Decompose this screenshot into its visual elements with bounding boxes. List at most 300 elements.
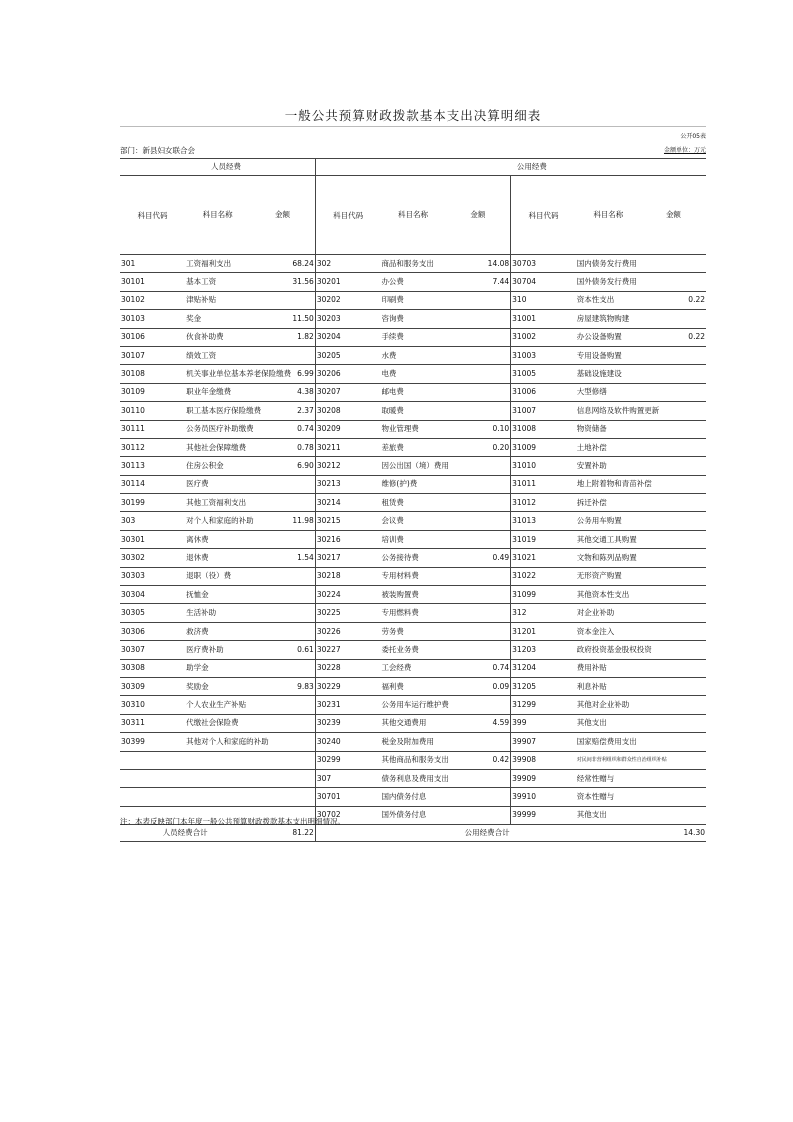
public-total-value: 14.30 xyxy=(511,825,706,842)
personnel-total-value: 81.22 xyxy=(250,825,315,842)
cell-code-2: 30201 xyxy=(315,273,380,291)
cell-code-3: 399 xyxy=(511,714,576,732)
cell-code-1: 30113 xyxy=(120,457,185,475)
report-title: 一般公共预算财政拨款基本支出决算明细表 xyxy=(284,108,542,123)
cell-amount-2 xyxy=(446,346,511,364)
cell-amount-3 xyxy=(641,714,706,732)
cell-code-1: 30399 xyxy=(120,733,185,751)
col-name-3: 科目名称 xyxy=(576,176,641,255)
table-row xyxy=(120,383,706,401)
cell-code-3: 39910 xyxy=(511,788,576,806)
table-row xyxy=(120,310,706,328)
cell-code-1: 30110 xyxy=(120,402,185,420)
cell-amount-2 xyxy=(446,494,511,512)
cell-name-3: 国家赔偿费用支出 xyxy=(576,733,641,751)
cell-code-1: 30305 xyxy=(120,604,185,622)
cell-amount-2 xyxy=(446,402,511,420)
cell-code-2: 30226 xyxy=(315,622,380,640)
cell-amount-2 xyxy=(446,733,511,751)
cell-amount-2 xyxy=(446,365,511,383)
cell-name-3: 费用补贴 xyxy=(576,659,641,677)
cell-code-2: 30229 xyxy=(315,677,380,695)
cell-amount-1: 6.90 xyxy=(250,457,315,475)
cell-code-1: 30199 xyxy=(120,494,185,512)
cell-amount-2 xyxy=(446,604,511,622)
cell-code-1: 30308 xyxy=(120,659,185,677)
cell-name-2: 劳务费 xyxy=(380,622,445,640)
cell-name-1: 伙食补助费 xyxy=(185,328,250,346)
cell-amount-2 xyxy=(446,806,511,824)
cell-name-3: 大型修缮 xyxy=(576,383,641,401)
cell-amount-1 xyxy=(250,714,315,732)
cell-name-1 xyxy=(185,788,250,806)
cell-code-2: 30207 xyxy=(315,383,380,401)
cell-name-2: 维修(护)费 xyxy=(380,475,445,493)
cell-amount-1: 0.61 xyxy=(250,641,315,659)
cell-name-3: 拆迁补偿 xyxy=(576,494,641,512)
cell-code-2: 30231 xyxy=(315,696,380,714)
cell-code-3: 39999 xyxy=(511,806,576,824)
unit-label: 金额单位：万元 xyxy=(663,147,706,154)
cell-name-2: 水费 xyxy=(380,346,445,364)
cell-amount-2 xyxy=(446,696,511,714)
cell-amount-3 xyxy=(641,346,706,364)
cell-name-3: 文物和陈列品购置 xyxy=(576,549,641,567)
table-row xyxy=(120,659,706,677)
cell-amount-1: 11.98 xyxy=(250,512,315,530)
cell-code-3: 31299 xyxy=(511,696,576,714)
cell-amount-3 xyxy=(641,310,706,328)
cell-name-1: 基本工资 xyxy=(185,273,250,291)
cell-code-2: 30239 xyxy=(315,714,380,732)
sheet-number: 公开05表 xyxy=(680,133,706,140)
table-row xyxy=(120,549,706,567)
cell-amount-1: 2.37 xyxy=(250,402,315,420)
cell-amount-1 xyxy=(250,494,315,512)
cell-amount-2: 4.59 xyxy=(446,714,511,732)
cell-name-3: 无形资产购置 xyxy=(576,567,641,585)
cell-code-2: 30299 xyxy=(315,751,380,769)
cell-code-2: 30224 xyxy=(315,586,380,604)
table-row xyxy=(120,604,706,622)
cell-amount-1 xyxy=(250,291,315,309)
table-row xyxy=(120,255,706,273)
cell-code-1: 30307 xyxy=(120,641,185,659)
cell-name-3: 专用设备购置 xyxy=(576,346,641,364)
cell-code-3: 30704 xyxy=(511,273,576,291)
cell-code-2: 307 xyxy=(315,769,380,787)
col-code-2: 科目代码 xyxy=(315,176,380,255)
cell-name-1: 离休费 xyxy=(185,530,250,548)
table-row xyxy=(120,714,706,732)
cell-amount-1: 11.50 xyxy=(250,310,315,328)
title-divider xyxy=(120,126,706,127)
cell-code-3: 31001 xyxy=(511,310,576,328)
cell-amount-2 xyxy=(446,383,511,401)
col-amount-1: 金额 xyxy=(250,176,315,255)
cell-amount-3 xyxy=(641,769,706,787)
cell-code-2: 30212 xyxy=(315,457,380,475)
cell-name-1: 抚恤金 xyxy=(185,586,250,604)
cell-code-3: 31204 xyxy=(511,659,576,677)
cell-name-1: 津贴补贴 xyxy=(185,291,250,309)
cell-code-3: 30703 xyxy=(511,255,576,273)
cell-amount-1: 1.82 xyxy=(250,328,315,346)
table-row xyxy=(120,751,706,769)
cell-name-3: 资本金注入 xyxy=(576,622,641,640)
cell-code-3: 31201 xyxy=(511,622,576,640)
cell-code-2: 30211 xyxy=(315,438,380,456)
cell-name-3: 其他对企业补助 xyxy=(576,696,641,714)
cell-amount-2: 0.49 xyxy=(446,549,511,567)
cell-name-1: 其他工资福利支出 xyxy=(185,494,250,512)
cell-code-1: 30112 xyxy=(120,438,185,456)
cell-amount-1 xyxy=(250,788,315,806)
cell-name-2: 国内债务付息 xyxy=(380,788,445,806)
cell-code-3: 31021 xyxy=(511,549,576,567)
cell-name-3: 国内债务发行费用 xyxy=(576,255,641,273)
cell-name-2: 税金及附加费用 xyxy=(380,733,445,751)
cell-amount-1 xyxy=(250,475,315,493)
cell-code-1: 30101 xyxy=(120,273,185,291)
cell-name-1: 对个人和家庭的补助 xyxy=(185,512,250,530)
cell-name-2: 培训费 xyxy=(380,530,445,548)
cell-name-1: 个人农业生产补贴 xyxy=(185,696,250,714)
cell-amount-1 xyxy=(250,530,315,548)
cell-code-3: 31013 xyxy=(511,512,576,530)
cell-code-3: 31203 xyxy=(511,641,576,659)
cell-code-1: 30310 xyxy=(120,696,185,714)
cell-amount-3 xyxy=(641,733,706,751)
cell-code-3: 31012 xyxy=(511,494,576,512)
cell-name-2: 手续费 xyxy=(380,328,445,346)
cell-code-2: 302 xyxy=(315,255,380,273)
cell-amount-3 xyxy=(641,365,706,383)
cell-name-1: 住房公积金 xyxy=(185,457,250,475)
cell-amount-3 xyxy=(641,255,706,273)
cell-amount-3: 0.22 xyxy=(641,291,706,309)
table-row xyxy=(120,346,706,364)
table-row xyxy=(120,677,706,695)
cell-code-2: 30701 xyxy=(315,788,380,806)
cell-name-2: 被装购置费 xyxy=(380,586,445,604)
cell-name-2: 公务接待费 xyxy=(380,549,445,567)
col-code-1: 科目代码 xyxy=(120,176,185,255)
cell-code-1: 30306 xyxy=(120,622,185,640)
cell-name-2: 咨询费 xyxy=(380,310,445,328)
cell-name-2: 因公出国（境）费用 xyxy=(380,457,445,475)
cell-amount-3: 0.22 xyxy=(641,328,706,346)
cell-code-3: 31005 xyxy=(511,365,576,383)
cell-amount-2: 0.20 xyxy=(446,438,511,456)
cell-name-1: 救济费 xyxy=(185,622,250,640)
cell-code-2: 30202 xyxy=(315,291,380,309)
cell-name-1: 生活补助 xyxy=(185,604,250,622)
cell-amount-1 xyxy=(250,346,315,364)
cell-name-1: 退职（役）费 xyxy=(185,567,250,585)
table-row xyxy=(120,622,706,640)
cell-amount-3 xyxy=(641,677,706,695)
cell-code-3: 31009 xyxy=(511,438,576,456)
cell-code-1: 30303 xyxy=(120,567,185,585)
cell-name-1: 工资福利支出 xyxy=(185,255,250,273)
cell-name-2: 公务用车运行维护费 xyxy=(380,696,445,714)
cell-name-2: 会议费 xyxy=(380,512,445,530)
cell-code-3: 312 xyxy=(511,604,576,622)
cell-code-2: 30702 xyxy=(315,806,380,824)
cell-name-2: 邮电费 xyxy=(380,383,445,401)
cell-amount-2 xyxy=(446,586,511,604)
cell-name-3: 对民间非营利组织和群众性自治组织补贴 xyxy=(576,751,641,769)
cell-amount-1: 6.99 xyxy=(250,365,315,383)
cell-name-1: 代缴社会保险费 xyxy=(185,714,250,732)
cell-name-3: 利息补贴 xyxy=(576,677,641,695)
table-row xyxy=(120,530,706,548)
cell-code-1 xyxy=(120,751,185,769)
cell-code-1: 30309 xyxy=(120,677,185,695)
cell-name-3: 其他资本性支出 xyxy=(576,586,641,604)
cell-code-1: 30106 xyxy=(120,328,185,346)
cell-name-3: 其他交通工具购置 xyxy=(576,530,641,548)
cell-amount-2 xyxy=(446,457,511,475)
cell-amount-2: 14.08 xyxy=(446,255,511,273)
cell-code-1: 30107 xyxy=(120,346,185,364)
cell-name-2: 福利费 xyxy=(380,677,445,695)
cell-amount-1 xyxy=(250,567,315,585)
cell-amount-2 xyxy=(446,475,511,493)
cell-code-1: 30301 xyxy=(120,530,185,548)
cell-name-2: 差旅费 xyxy=(380,438,445,456)
totals-row xyxy=(120,825,706,842)
cell-name-2: 取暖费 xyxy=(380,402,445,420)
cell-code-1: 30109 xyxy=(120,383,185,401)
table-row xyxy=(120,586,706,604)
cell-amount-3 xyxy=(641,457,706,475)
cell-code-3: 31002 xyxy=(511,328,576,346)
cell-name-1: 医疗费 xyxy=(185,475,250,493)
cell-code-2: 30203 xyxy=(315,310,380,328)
cell-name-3: 资本性支出 xyxy=(576,291,641,309)
cell-code-2: 30206 xyxy=(315,365,380,383)
cell-name-3: 资本性赠与 xyxy=(576,788,641,806)
cell-code-3: 31007 xyxy=(511,402,576,420)
cell-name-3: 物资储备 xyxy=(576,420,641,438)
cell-amount-3 xyxy=(641,530,706,548)
cell-code-2: 30240 xyxy=(315,733,380,751)
table-row xyxy=(120,365,706,383)
cell-amount-1: 0.74 xyxy=(250,420,315,438)
cell-name-2: 委托业务费 xyxy=(380,641,445,659)
cell-code-3: 31019 xyxy=(511,530,576,548)
table-row xyxy=(120,457,706,475)
column-header-row xyxy=(120,176,706,255)
cell-code-3: 31003 xyxy=(511,346,576,364)
table-row xyxy=(120,402,706,420)
cell-name-1: 职业年金缴费 xyxy=(185,383,250,401)
cell-amount-2: 0.09 xyxy=(446,677,511,695)
cell-name-3: 对企业补助 xyxy=(576,604,641,622)
cell-amount-3 xyxy=(641,604,706,622)
cell-name-3: 安置补助 xyxy=(576,457,641,475)
cell-name-3: 国外债务发行费用 xyxy=(576,273,641,291)
cell-amount-3 xyxy=(641,420,706,438)
cell-amount-3 xyxy=(641,659,706,677)
personnel-group-header: 人员经费 xyxy=(120,159,315,176)
cell-name-3: 信息网络及软件购置更新 xyxy=(576,402,641,420)
footnote: 注：本表反映部门本年度一般公共预算财政拨款基本支出明细情况。 xyxy=(120,817,345,826)
cell-name-1: 退休费 xyxy=(185,549,250,567)
cell-amount-1: 9.83 xyxy=(250,677,315,695)
cell-name-2: 专用材料费 xyxy=(380,567,445,585)
cell-amount-1 xyxy=(250,751,315,769)
cell-amount-1 xyxy=(250,586,315,604)
cell-name-1: 助学金 xyxy=(185,659,250,677)
cell-name-3: 其他支出 xyxy=(576,714,641,732)
cell-code-1: 30114 xyxy=(120,475,185,493)
cell-code-1: 30108 xyxy=(120,365,185,383)
cell-code-3: 310 xyxy=(511,291,576,309)
cell-amount-2 xyxy=(446,769,511,787)
cell-name-3: 土地补偿 xyxy=(576,438,641,456)
table-row xyxy=(120,273,706,291)
cell-amount-3 xyxy=(641,622,706,640)
table-row xyxy=(120,696,706,714)
cell-name-1: 绩效工资 xyxy=(185,346,250,364)
table-row xyxy=(120,420,706,438)
cell-code-1: 30304 xyxy=(120,586,185,604)
cell-name-1: 公务员医疗补助缴费 xyxy=(185,420,250,438)
col-code-3: 科目代码 xyxy=(511,176,576,255)
cell-name-2: 办公费 xyxy=(380,273,445,291)
cell-code-1: 30311 xyxy=(120,714,185,732)
cell-code-2: 30228 xyxy=(315,659,380,677)
table-row xyxy=(120,788,706,806)
cell-code-3: 31011 xyxy=(511,475,576,493)
col-name-2: 科目名称 xyxy=(380,176,445,255)
cell-amount-1: 1.54 xyxy=(250,549,315,567)
cell-amount-3 xyxy=(641,273,706,291)
table-row xyxy=(120,475,706,493)
cell-code-2: 30216 xyxy=(315,530,380,548)
public-group-header: 公用经费 xyxy=(315,159,706,176)
cell-name-2: 商品和服务支出 xyxy=(380,255,445,273)
cell-name-2: 国外债务付息 xyxy=(380,806,445,824)
cell-code-2: 30214 xyxy=(315,494,380,512)
cell-code-3: 39908 xyxy=(511,751,576,769)
cell-code-3: 31008 xyxy=(511,420,576,438)
cell-name-2: 专用燃料费 xyxy=(380,604,445,622)
cell-code-2: 30225 xyxy=(315,604,380,622)
cell-code-2: 30209 xyxy=(315,420,380,438)
cell-code-2: 30217 xyxy=(315,549,380,567)
cell-code-1: 301 xyxy=(120,255,185,273)
cell-amount-3 xyxy=(641,438,706,456)
cell-code-3: 39909 xyxy=(511,769,576,787)
cell-amount-2 xyxy=(446,622,511,640)
cell-amount-1: 0.78 xyxy=(250,438,315,456)
cell-amount-3 xyxy=(641,696,706,714)
cell-amount-2 xyxy=(446,567,511,585)
cell-amount-3 xyxy=(641,383,706,401)
cell-amount-1 xyxy=(250,696,315,714)
cell-name-1: 其他对个人和家庭的补助 xyxy=(185,733,250,751)
cell-amount-1 xyxy=(250,622,315,640)
cell-code-3: 39907 xyxy=(511,733,576,751)
cell-code-3: 31022 xyxy=(511,567,576,585)
cell-amount-2 xyxy=(446,530,511,548)
cell-name-1: 其他社会保障缴费 xyxy=(185,438,250,456)
col-name-1: 科目名称 xyxy=(185,176,250,255)
cell-amount-2: 0.42 xyxy=(446,751,511,769)
cell-code-1: 30103 xyxy=(120,310,185,328)
cell-amount-2: 0.10 xyxy=(446,420,511,438)
table-row xyxy=(120,291,706,309)
cell-name-1: 奖金 xyxy=(185,310,250,328)
cell-amount-1 xyxy=(250,659,315,677)
cell-name-2: 其他交通费用 xyxy=(380,714,445,732)
cell-code-3: 31205 xyxy=(511,677,576,695)
cell-amount-2 xyxy=(446,512,511,530)
cell-name-2: 物业管理费 xyxy=(380,420,445,438)
cell-amount-2 xyxy=(446,310,511,328)
table-row xyxy=(120,328,706,346)
cell-name-1: 职工基本医疗保险缴费 xyxy=(185,402,250,420)
cell-amount-2 xyxy=(446,788,511,806)
cell-code-2: 30204 xyxy=(315,328,380,346)
cell-code-3: 31010 xyxy=(511,457,576,475)
cell-code-2: 30227 xyxy=(315,641,380,659)
cell-amount-1: 31.56 xyxy=(250,273,315,291)
table-row xyxy=(120,438,706,456)
department-label: 部门：新县妇女联合会 xyxy=(120,146,195,155)
cell-name-2: 债务利息及费用支出 xyxy=(380,769,445,787)
cell-amount-1: 68.24 xyxy=(250,255,315,273)
expense-table xyxy=(120,158,706,842)
cell-name-2: 工会经费 xyxy=(380,659,445,677)
cell-code-2: 30218 xyxy=(315,567,380,585)
cell-code-1: 30302 xyxy=(120,549,185,567)
cell-amount-3 xyxy=(641,494,706,512)
cell-name-3: 房屋建筑物购建 xyxy=(576,310,641,328)
cell-amount-3 xyxy=(641,567,706,585)
cell-name-2: 电费 xyxy=(380,365,445,383)
cell-code-2: 30208 xyxy=(315,402,380,420)
cell-amount-3 xyxy=(641,806,706,824)
cell-code-2: 30213 xyxy=(315,475,380,493)
cell-code-2: 30215 xyxy=(315,512,380,530)
cell-name-3: 经常性赠与 xyxy=(576,769,641,787)
cell-name-3: 政府投资基金股权投资 xyxy=(576,641,641,659)
table-row xyxy=(120,512,706,530)
group-header-row xyxy=(120,159,706,176)
cell-name-2: 印刷费 xyxy=(380,291,445,309)
cell-code-1 xyxy=(120,769,185,787)
cell-code-3: 31099 xyxy=(511,586,576,604)
cell-amount-2 xyxy=(446,291,511,309)
cell-code-3: 31006 xyxy=(511,383,576,401)
public-total-label: 公用经费合计 xyxy=(315,825,510,842)
cell-name-1: 奖励金 xyxy=(185,677,250,695)
col-amount-2: 金额 xyxy=(446,176,511,255)
personnel-total-label: 人员经费合计 xyxy=(120,825,250,842)
cell-name-2: 租赁费 xyxy=(380,494,445,512)
cell-amount-2 xyxy=(446,328,511,346)
cell-amount-3 xyxy=(641,586,706,604)
table-row xyxy=(120,567,706,585)
table-row xyxy=(120,733,706,751)
cell-name-1 xyxy=(185,769,250,787)
cell-name-3: 基础设施建设 xyxy=(576,365,641,383)
